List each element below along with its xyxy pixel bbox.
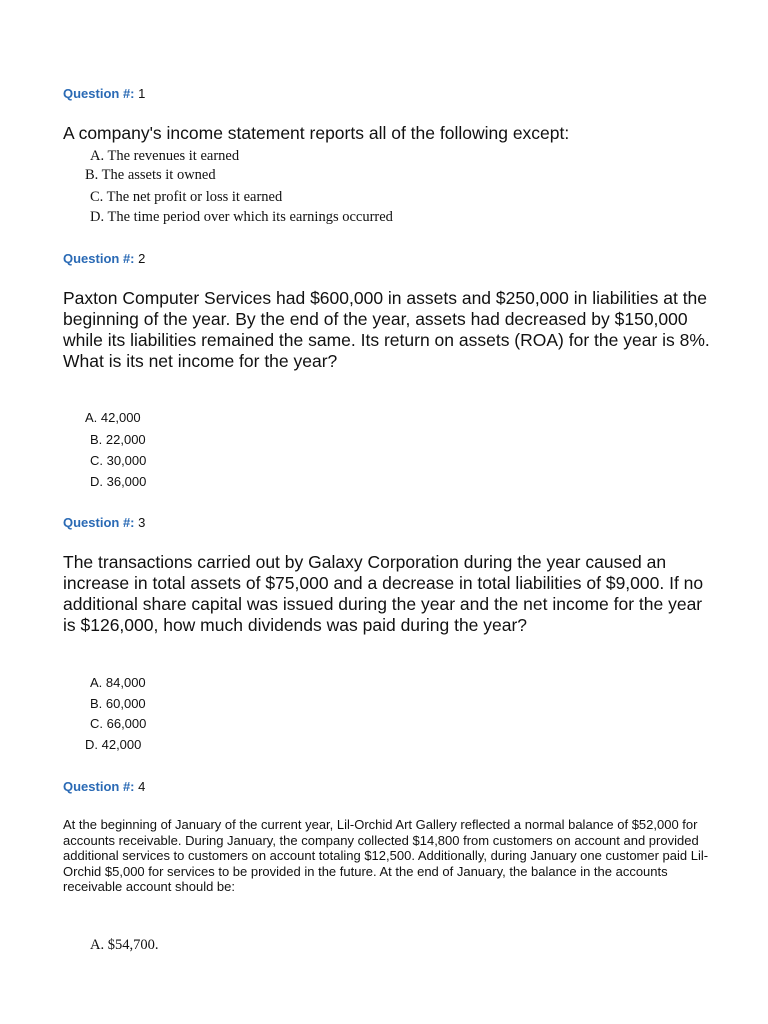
option-b: B. 60,000 (90, 696, 146, 711)
question-1-header (63, 86, 145, 102)
question-label: Question #: (63, 251, 135, 266)
question-number: 2 (138, 251, 146, 266)
question-2-text: Paxton Computer Services had $600,000 in assets and $250,000 in liabilities at the beginning of the year. By the end of the year, assets had decreased by $150,000 while its liabilities remained the same. Its return on assets (ROA) for the year is 8%. What is its net income for the year? (63, 288, 710, 371)
question-label: Question #: (63, 515, 135, 530)
option-b: B. The assets it owned (85, 167, 216, 183)
option-b: B. 22,000 (90, 432, 146, 447)
question-1-text: A company's income statement reports all of the following except: (63, 123, 570, 143)
option-a: A. $54,700. (90, 937, 159, 953)
question-4-text: At the beginning of January of the current year, Lil-Orchid Art Gallery reflected a normal balance of $52,000 for accounts receivable. During January, the company collected $14,800 from customers on account and provided additional services to customers on account totaling $12,500. Additionally, during January one customer paid Lil-Orchid $5,000 for services to be provided in the future. At the end of January, the balance in the accounts receivable account should be: (63, 817, 709, 894)
question-number: 3 (138, 515, 146, 530)
question-number: 4 (138, 779, 146, 794)
option-d: D. 42,000 (85, 737, 142, 752)
question-2-header (63, 251, 145, 267)
option-d: D. 36,000 (90, 474, 147, 489)
option-a: A. 84,000 (90, 675, 146, 690)
option-a: A. 42,000 (85, 410, 141, 425)
option-a: A. The revenues it earned (90, 148, 240, 164)
option-c: C. The net profit or loss it earned (90, 189, 283, 205)
question-label: Question #: (63, 86, 135, 101)
question-4-header (63, 779, 145, 795)
option-c: C. 30,000 (90, 453, 147, 468)
question-label: Question #: (63, 779, 135, 794)
option-d: D. The time period over which its earnings occurred (90, 209, 393, 225)
question-3-header (63, 515, 145, 531)
question-number: 1 (138, 86, 146, 101)
question-3-text: The transactions carried out by Galaxy Corporation during the year caused an increase in total assets of $75,000 and a decrease in total liabilities of $9,000. If no additional share capital was issued during the year and the net income for the year is $126,000, how much dividends was paid during the year? (63, 552, 704, 635)
option-c: C. 66,000 (90, 716, 147, 731)
